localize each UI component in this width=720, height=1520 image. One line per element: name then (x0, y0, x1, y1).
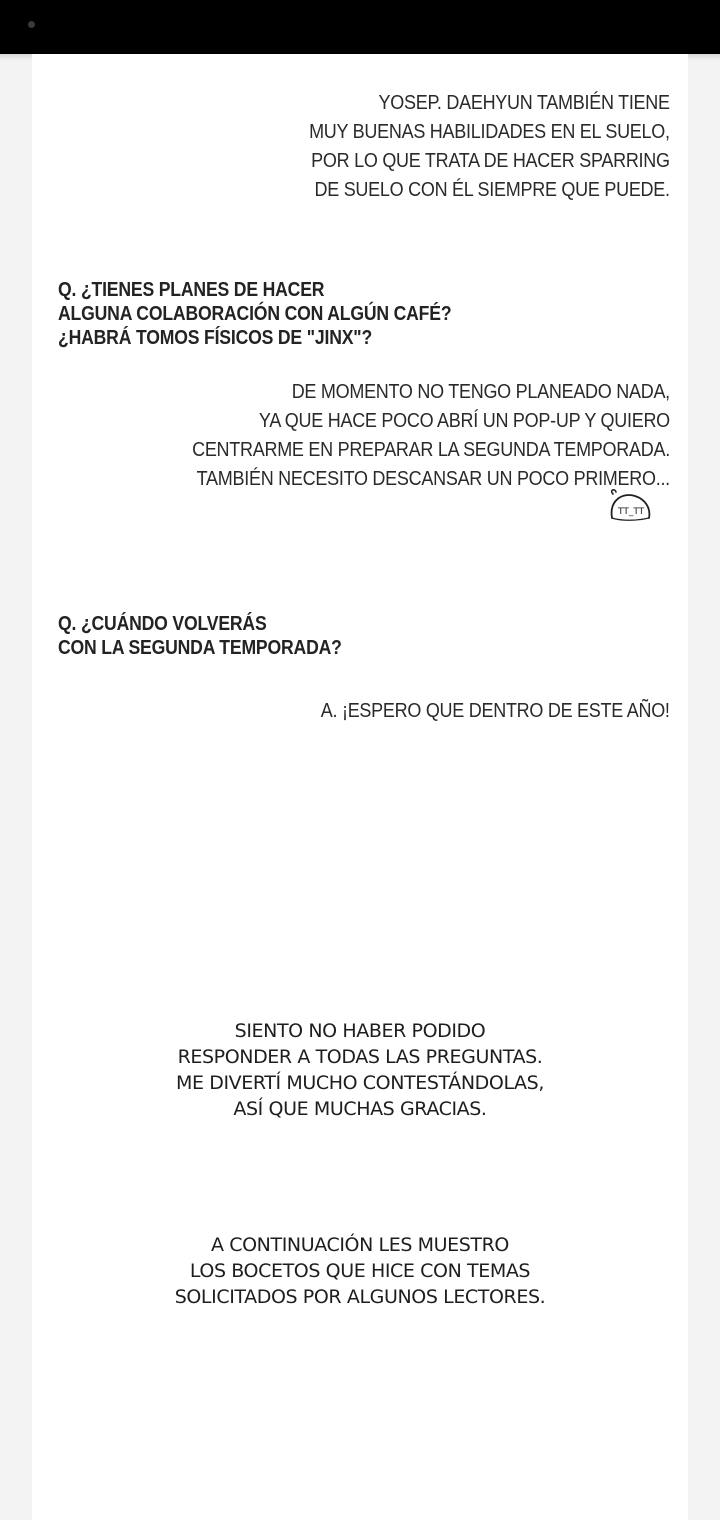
answer-cafe-line: TAMBIÉN NECESITO DESCANSAR UN POCO PRIMERO... (196, 468, 670, 490)
answer-yosep-line: POR LO QUE TRATA DE HACER SPARRING (311, 150, 670, 172)
sketches-intro (32, 1232, 688, 1310)
answer-cafe-line: YA QUE HACE POCO ABRÍ UN POP-UP Y QUIERO (259, 410, 670, 432)
answer-yosep-line: MUY BUENAS HABILIDADES EN EL SUELO, (309, 121, 670, 143)
notification-dot-icon (28, 21, 35, 28)
comic-page[interactable] (32, 54, 688, 1520)
question-cafe (58, 278, 451, 350)
answer-cafe-line: CENTRARME EN PREPARAR LA SEGUNDA TEMPORADA. (192, 439, 670, 461)
closing-message-line: ME DIVERTÍ MUCHO CONTESTÁNDOLAS, (176, 1072, 544, 1094)
sketches-intro-line: LOS BOCETOS QUE HICE CON TEMAS (189, 1260, 531, 1282)
question-season-line: CON LA SEGUNDA TEMPORADA? (58, 637, 342, 659)
closing-message-line: RESPONDER A TODAS LAS PREGUNTAS. (177, 1046, 543, 1068)
closing-message (32, 1018, 688, 1122)
answer-season (321, 697, 670, 726)
answer-yosep (309, 89, 670, 205)
sketches-intro-line: SOLICITADOS POR ALGUNOS LECTORES. (174, 1286, 546, 1308)
question-season-line: Q. ¿CUÁNDO VOLVERÁS (58, 613, 267, 635)
closing-message-line: ASÍ QUE MUCHAS GRACIAS. (233, 1098, 487, 1120)
question-cafe-line: ¿HABRÁ TOMOS FÍSICOS DE "JINX"? (58, 327, 373, 349)
answer-cafe (192, 378, 670, 494)
answer-yosep-line: DE SUELO CON ÉL SIEMPRE QUE PUEDE. (314, 179, 670, 201)
doodle-text: TT_TT (618, 507, 645, 517)
question-season (58, 612, 342, 660)
crying-face-doodle-icon (607, 488, 653, 528)
sketches-intro-line: A CONTINUACIÓN LES MUESTRO (211, 1234, 509, 1256)
question-cafe-line: ALGUNA COLABORACIÓN CON ALGÚN CAFÉ? (58, 303, 452, 325)
answer-cafe-line: DE MOMENTO NO TENGO PLANEADO NADA, (291, 381, 670, 403)
closing-message-line: SIENTO NO HABER PODIDO (234, 1020, 486, 1042)
answer-yosep-line: YOSEP. DAEHYUN TAMBIÉN TIENE (378, 92, 670, 114)
answer-season-line: A. ¡ESPERO QUE DENTRO DE ESTE AÑO! (321, 700, 670, 722)
status-bar (0, 0, 720, 54)
question-cafe-line: Q. ¿TIENES PLANES DE HACER (58, 279, 325, 301)
